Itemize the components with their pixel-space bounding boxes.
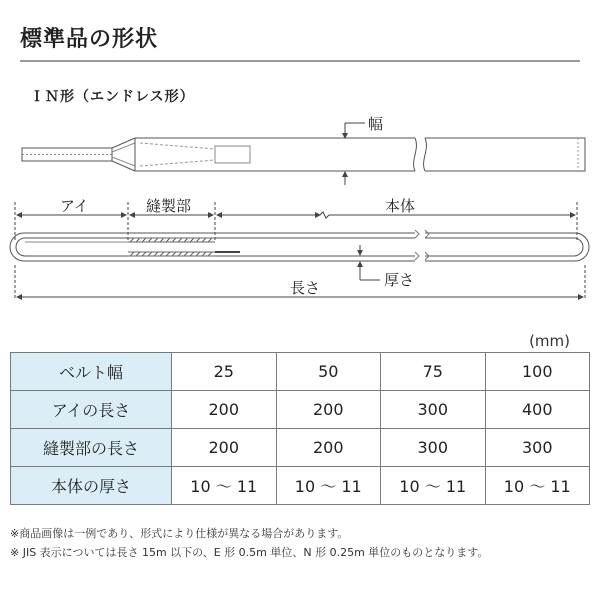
length-label: 長さ <box>290 279 321 297</box>
top-view <box>22 123 585 185</box>
table-cell: 400 <box>485 391 590 429</box>
row-header: ベルト幅 <box>11 353 172 391</box>
page-title: 標準品の形状 <box>20 27 159 52</box>
title-divider <box>20 60 580 62</box>
row-header: 縫製部の長さ <box>11 429 172 467</box>
spec-table <box>10 352 590 505</box>
table-cell: 10 ～ 11 <box>381 467 486 505</box>
table-row <box>11 429 590 467</box>
unit-label: (mm) <box>529 332 570 350</box>
table-cell: 10 ～ 11 <box>485 467 590 505</box>
table-cell: 25 <box>172 353 277 391</box>
table-cell: 10 ～ 11 <box>276 467 381 505</box>
footnotes <box>10 524 488 562</box>
table-row <box>11 391 590 429</box>
width-label: 幅 <box>368 115 384 133</box>
table-cell: 200 <box>276 391 381 429</box>
table-cell: 75 <box>381 353 486 391</box>
footnote: ※商品画像は一例であり、形式により仕様が異なる場合があります。 <box>10 527 349 540</box>
row-header: アイの長さ <box>11 391 172 429</box>
table-cell: 200 <box>172 391 277 429</box>
dimension-row <box>15 202 577 240</box>
table-cell: 200 <box>276 429 381 467</box>
table-row <box>11 353 590 391</box>
thickness-label: 厚さ <box>384 271 415 289</box>
footnote: ※ JIS 表示については長さ 15m 以下の、E 形 0.5m 単位、N 形 0.25m 単位のものとなります。 <box>10 546 489 559</box>
table-cell: 300 <box>381 391 486 429</box>
table-cell: 200 <box>172 429 277 467</box>
row-header: 本体の厚さ <box>11 467 172 505</box>
body-label: 本体 <box>385 197 416 215</box>
table-cell: 300 <box>381 429 486 467</box>
table-cell: 300 <box>485 429 590 467</box>
table-row <box>11 467 590 505</box>
diagram-subtitle: ＩＮ形（エンドレス形） <box>30 89 195 105</box>
sewing-label: 縫製部 <box>146 197 192 215</box>
sling-diagram <box>0 105 600 320</box>
eye-label: アイ <box>60 197 89 215</box>
table-cell: 50 <box>276 353 381 391</box>
table-cell: 10 ～ 11 <box>172 467 277 505</box>
table-cell: 100 <box>485 353 590 391</box>
